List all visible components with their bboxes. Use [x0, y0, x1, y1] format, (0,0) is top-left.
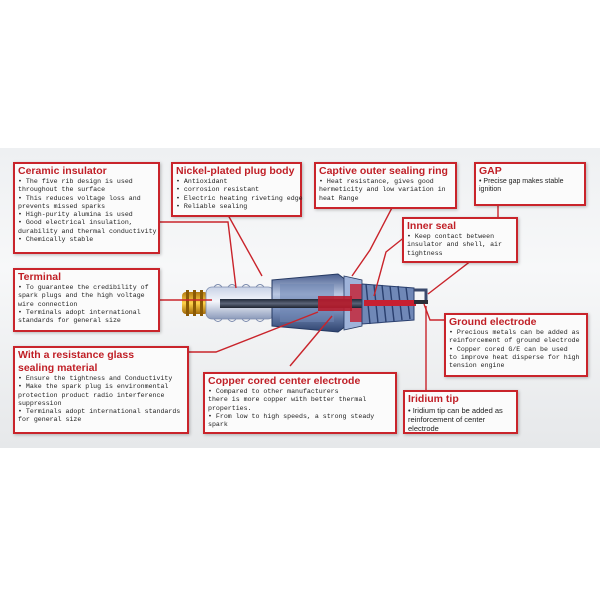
callout-line: • Electric heating riveting edge: [176, 194, 303, 202]
callout-title: GAP: [479, 165, 502, 177]
callout-line: • Keep contact between: [407, 233, 495, 240]
callout-text: [479, 178, 581, 195]
callout-line: • Antioxidant: [176, 178, 228, 185]
callout-line: suppression: [18, 399, 62, 407]
callout-text: [176, 178, 303, 211]
callout-line: protection product radio interference: [18, 391, 165, 399]
callout-line: • Iridium tip can be added as: [408, 406, 503, 415]
callout-text: [449, 329, 583, 370]
terminal-shape: [182, 290, 208, 316]
electrode-tip: [414, 290, 428, 304]
callout-line: • To guarantee the credibility of: [18, 284, 149, 291]
callout-line: • Copper cored G/E can be used: [449, 345, 568, 353]
callout-text: [408, 406, 513, 433]
callout-line: there is more copper with better thermal: [208, 396, 367, 404]
callout-line: • Reliable sealing: [176, 202, 248, 210]
callout-captive-outer-sealing-ring: [314, 162, 457, 209]
callout-line: • Terminals adopt international standards: [18, 408, 181, 416]
callout-line: heat Range: [319, 194, 359, 202]
callout-line: reinforcement of ground electrode: [449, 337, 580, 345]
callout-line: • This reduces voltage loss and: [18, 194, 141, 202]
callout-line: • From low to high speeds, a strong steady: [208, 412, 375, 420]
callout-title-line2: sealing material: [18, 362, 98, 374]
callout-line: • High-purity alumina is used: [18, 211, 133, 219]
callout-line: • Precise gap makes stable: [479, 178, 564, 185]
threaded-section: [362, 284, 416, 324]
callout-line: • Chemically stable: [18, 236, 94, 244]
callout-line: spark: [208, 421, 228, 429]
callout-line: reinforcement of center: [408, 415, 486, 424]
callout-line: • Compared to other manufacturers: [208, 388, 339, 395]
callout-text: [407, 233, 513, 258]
glass-seal-red: [318, 296, 352, 311]
callout-iridium-tip: [403, 390, 518, 434]
callout-line: tightness: [407, 249, 443, 257]
callout-line: • Terminals adopt international: [18, 308, 141, 316]
callout-line: durability and thermal conductivity: [18, 227, 157, 235]
callout-line: • The five rib design is used: [18, 178, 133, 185]
callout-title: Ground electrode: [449, 316, 537, 328]
callout-nickel-plated-plug-body: [171, 162, 302, 217]
callout-title: Captive outer sealing ring: [319, 165, 448, 177]
callout-line: tension engine: [449, 362, 505, 370]
callout-line: spark plugs and the high voltage: [18, 292, 145, 300]
callout-line: hermeticity and low variation in: [319, 186, 446, 194]
callout-title: Nickel-plated plug body: [176, 165, 295, 177]
callout-line: • Good electrical insulation,: [18, 219, 133, 227]
callout-text: [208, 388, 392, 429]
callout-title: Terminal: [18, 271, 61, 283]
callout-line: • corrosion resistant: [176, 186, 260, 194]
callout-line: wire connection: [18, 300, 78, 308]
callout-line: insulator and shell, air: [407, 241, 502, 249]
callout-line: to improve heat disperse for high: [449, 353, 580, 361]
callout-title: Ceramic insulator: [18, 165, 107, 177]
callout-resistance-glass-sealing: [13, 346, 189, 434]
callout-line: • Make the spark plug is environmental: [18, 383, 169, 391]
callout-title: Inner seal: [407, 220, 457, 232]
callout-line: electrode: [408, 424, 439, 433]
callout-inner-seal: [402, 217, 518, 263]
callout-line: properties.: [208, 404, 252, 412]
callout-line: ignition: [479, 186, 502, 194]
callout-terminal: [13, 268, 160, 332]
callout-line: • Precious metals can be added as: [449, 329, 580, 336]
callout-text: [18, 284, 155, 325]
callout-ground-electrode: [444, 313, 588, 377]
callout-text: [18, 375, 184, 425]
callout-title-line1: With a resistance glass: [18, 349, 135, 361]
callout-ceramic-insulator: [13, 162, 160, 254]
callout-title: Copper cored center electrode: [208, 375, 361, 387]
callout-line: standards for general size: [18, 317, 121, 325]
callout-line: • Heat resistance, gives good: [319, 178, 434, 185]
callout-gap: [474, 162, 586, 206]
callout-text: [319, 178, 452, 203]
callout-line: for general size: [18, 416, 82, 424]
callout-title: Iridium tip: [408, 393, 459, 405]
callout-text: [18, 178, 155, 244]
callout-line: throughout the surface: [18, 186, 106, 194]
callout-line: • Ensure the tightness and Conductivity: [18, 375, 173, 382]
callout-copper-cored-center-electrode: [203, 372, 397, 434]
callout-line: prevents missed sparks: [18, 202, 106, 210]
